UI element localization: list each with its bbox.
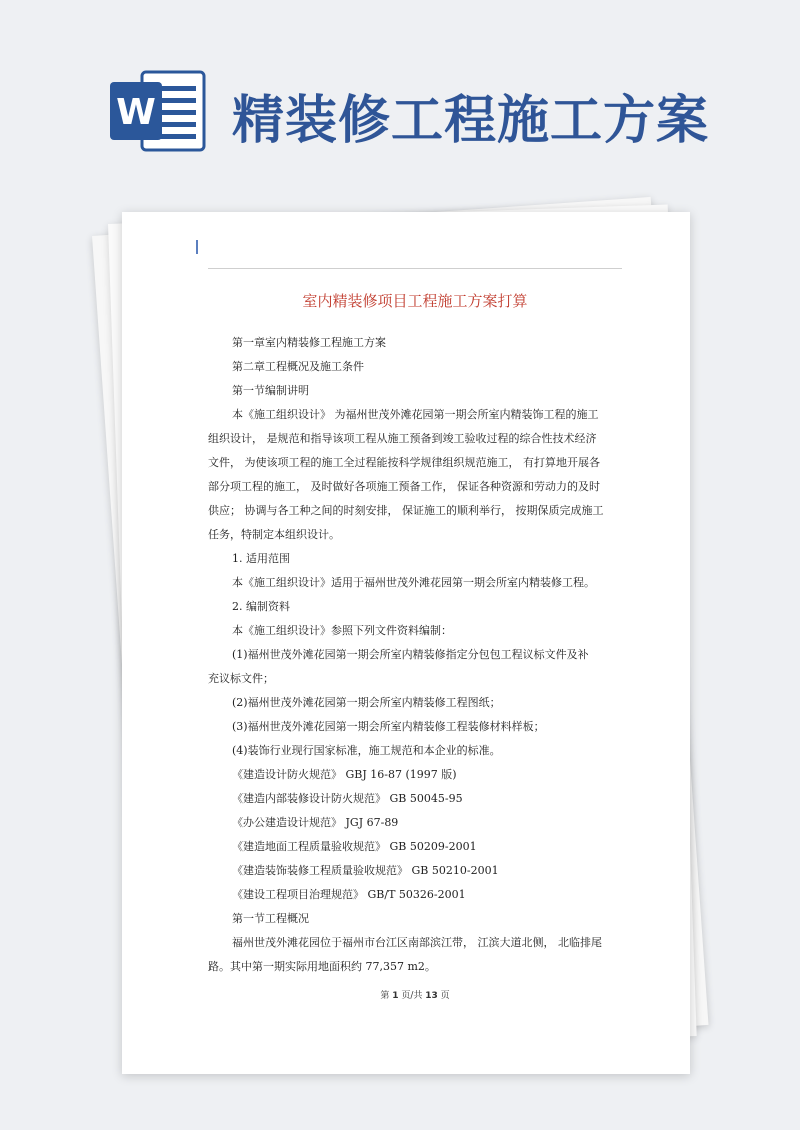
paragraph-line: 供应； 协调与各工种之间的时刻安排， 保证施工的顺利举行， 按期保质完成施工: [208, 504, 604, 517]
page-footer: [208, 988, 622, 1001]
section-heading: 第一节工程概况: [232, 912, 309, 925]
paragraph-line: 部分项工程的施工， 及时做好各项施工预备工作， 保证各种资源和劳动力的及时: [208, 480, 600, 493]
standard-reference: 《建造设计防火规范》 GBJ 16-87 (1997 版): [232, 768, 457, 781]
word-document-icon: [108, 68, 208, 154]
standard-reference: 《建造内部装修设计防火规范》 GB 50045-95: [232, 792, 463, 805]
footer-middle: 页/共: [401, 991, 423, 1001]
document-title: 室内精装修项目工程施工方案打算: [302, 292, 528, 310]
list-item: (1)福州世茂外滩花园第一期会所室内精装修指定分包包工程议标文件及补: [232, 648, 589, 661]
paragraph-line: 文件， 为使该项工程的施工全过程能按科学规律组织规范施工， 有打算地开展各: [208, 456, 600, 469]
subsection-heading: 2. 编制资料: [232, 600, 290, 613]
footer-prefix: 第: [380, 991, 390, 1001]
text-cursor-icon: [196, 240, 198, 254]
paragraph-line: 福州世茂外滩花园位于福州市台江区南部滨江带， 江滨大道北侧， 北临排尾: [232, 936, 602, 949]
list-item: (4)装饰行业现行国家标准，施工规范和本企业的标准。: [232, 744, 501, 757]
paragraph-line: 本《施工组织设计》参照下列文件资料编制：: [232, 624, 452, 637]
header-banner: [0, 0, 800, 200]
standard-reference: 《办公建造设计规范》 JGJ 67-89: [232, 816, 399, 829]
paragraph-line: 本《施工组织设计》 为福州世茂外滩花园第一期会所室内精装饰工程的施工: [232, 408, 599, 421]
chapter-heading: 第二章工程概况及施工条件: [232, 360, 364, 373]
subsection-heading: 1. 适用范围: [232, 552, 290, 565]
list-item: (2)福州世茂外滩花园第一期会所室内精装修工程图纸；: [232, 696, 501, 709]
chapter-heading: 第一章室内精装修工程施工方案: [232, 336, 386, 349]
svg-text:W: W: [116, 92, 156, 133]
footer-current-page: 1: [392, 991, 399, 1001]
document-page: [122, 212, 690, 1074]
standard-reference: 《建造装饰装修工程质量验收规范》 GB 50210-2001: [232, 864, 499, 877]
footer-suffix: 页: [440, 991, 450, 1001]
paragraph-line: 路。其中第一期实际用地面积约 77,357 m2。: [208, 960, 436, 973]
standard-reference: 《建造地面工程质量验收规范》 GB 50209-2001: [232, 840, 477, 853]
list-item-continuation: 充议标文件；: [208, 672, 274, 685]
paragraph-line: 本《施工组织设计》适用于福州世茂外滩花园第一期会所室内精装修工程。: [232, 576, 595, 589]
list-item: (3)福州世茂外滩花园第一期会所室内精装修工程装修材料样板；: [232, 720, 545, 733]
header-divider: [208, 268, 622, 269]
footer-total-pages: 13: [425, 991, 438, 1001]
section-heading: 第一节编制讲明: [232, 384, 309, 397]
banner-title: 精装修工程施工方案: [232, 91, 710, 151]
paragraph-line: 组织设计， 是规范和指导该项工程从施工预备到竣工验收过程的综合性技术经济: [208, 432, 597, 445]
standard-reference: 《建设工程项目治理规范》 GB/T 50326-2001: [232, 888, 466, 901]
paragraph-line: 任务，特制定本组织设计。: [208, 528, 340, 541]
